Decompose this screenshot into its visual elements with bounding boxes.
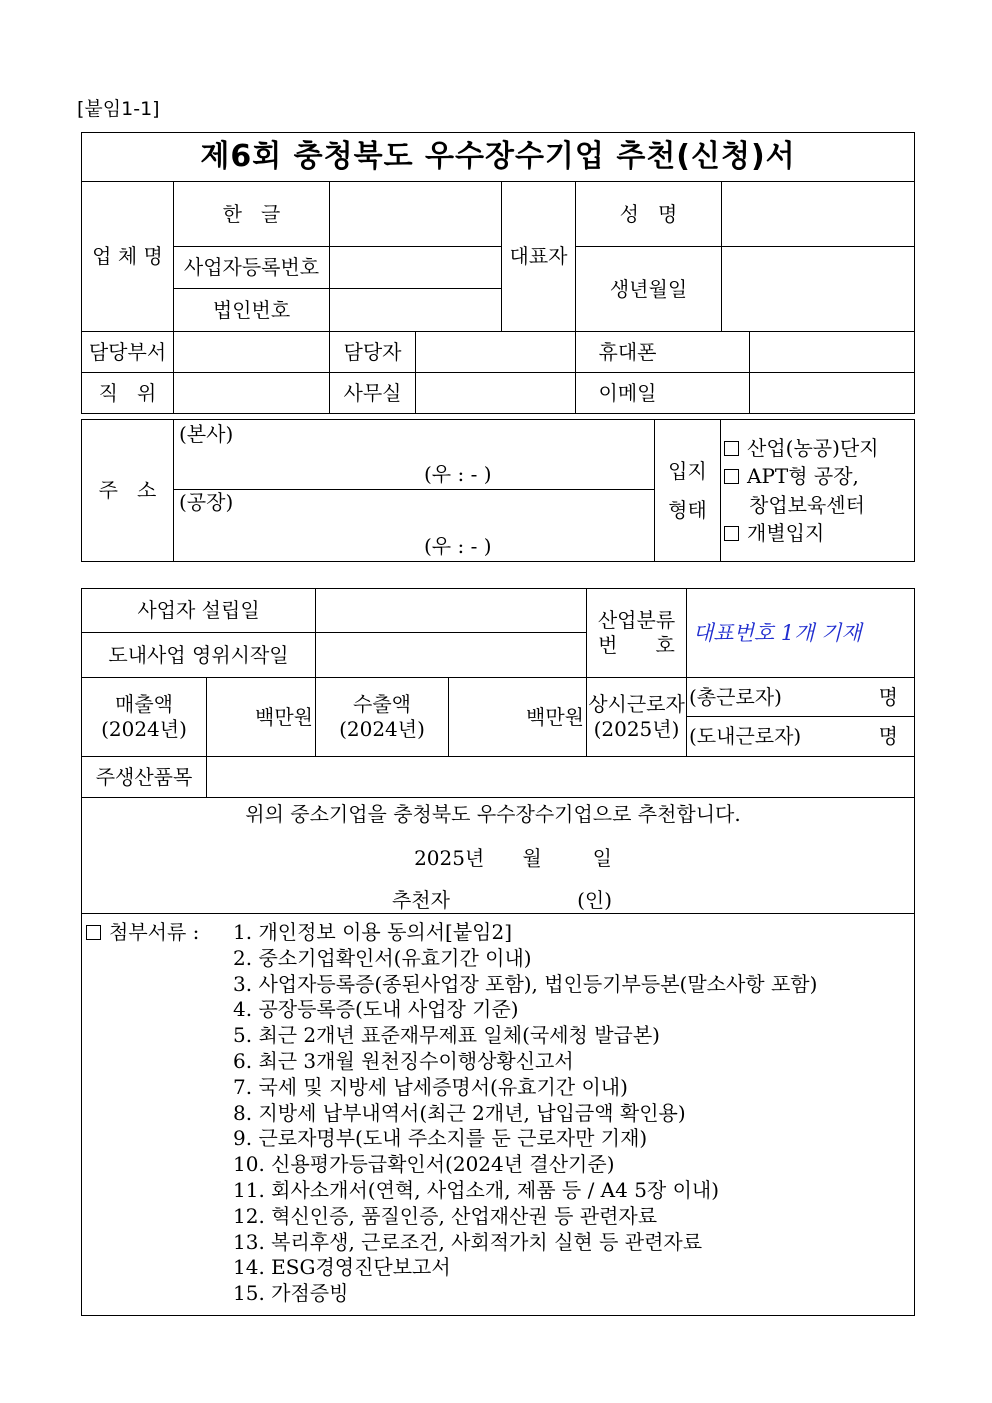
- email-field[interactable]: [750, 373, 915, 414]
- attachment-item: 9. 근로자명부(도내 주소지를 둔 근로자만 기재): [233, 1126, 648, 1151]
- attachment-item: 15. 가점증빙: [233, 1281, 349, 1306]
- address-label: 주 소: [82, 420, 174, 562]
- sales-label-1: 매출액: [115, 692, 173, 716]
- exports-field[interactable]: [449, 678, 587, 757]
- local-start-date-label: 도내사업 영위시작일: [82, 633, 316, 678]
- ceo-name-label: 성 명: [576, 182, 722, 247]
- option-label: 개별입지: [747, 521, 825, 545]
- attachments-header-label: 첨부서류 :: [109, 920, 206, 944]
- recommendation-section: [82, 798, 915, 914]
- person-field[interactable]: [416, 332, 576, 373]
- founding-date-label: 사업자 설립일: [82, 589, 316, 633]
- person-label: 담당자: [330, 332, 416, 373]
- sales-field[interactable]: [207, 678, 316, 757]
- hq-label: (본사): [179, 422, 234, 446]
- industry-code-field[interactable]: 대표번호 1개 기재: [687, 589, 915, 678]
- option-label: 산업(농공)단지: [747, 435, 879, 460]
- biz-reg-no-field[interactable]: [330, 247, 502, 289]
- position-label: 직 위: [82, 373, 174, 414]
- corp-no-label: 법인번호: [174, 289, 330, 332]
- option-industrial-complex[interactable]: [724, 434, 914, 463]
- exports-label: [316, 678, 449, 757]
- ceo-birth-label: 생년월일: [576, 247, 722, 332]
- exports-label-2: (2024년): [339, 717, 425, 741]
- attachment-row: [86, 920, 914, 946]
- factory-address-field[interactable]: [174, 490, 655, 562]
- attachment-item: 6. 최근 3개월 원천징수이행상황신고서: [233, 1048, 574, 1073]
- total-workers-label: (총근로자): [689, 684, 782, 709]
- option-apt-factory[interactable]: [724, 462, 914, 491]
- address-table: [81, 419, 915, 562]
- option-individual[interactable]: [724, 519, 914, 548]
- sales-label-2: (2024년): [101, 717, 187, 741]
- korean-name-field[interactable]: [330, 182, 502, 247]
- ceo-birth-field[interactable]: [722, 247, 915, 332]
- exports-label-1: 수출액: [353, 692, 411, 716]
- main-products-label: 주생산품목: [82, 757, 207, 798]
- main-products-field[interactable]: [207, 757, 915, 798]
- attachment-item: 4. 공장등록증(도내 사업장 기준): [233, 997, 519, 1022]
- checkbox[interactable]: [724, 469, 739, 484]
- attachments-header: [86, 920, 233, 946]
- local-workers-field[interactable]: [687, 717, 915, 757]
- location-type-label-2: 형태: [668, 497, 707, 522]
- email-label: 이메일: [576, 373, 750, 414]
- total-workers-unit: 명: [878, 684, 898, 709]
- option-label: APT형 공장,: [747, 464, 859, 488]
- total-workers-field[interactable]: [687, 678, 915, 717]
- company-info-table: [81, 132, 915, 414]
- korean-name-label: 한 글: [174, 182, 330, 247]
- form-title: 제6회 충청북도 우수장수기업 추천(신청)서: [82, 133, 915, 182]
- local-workers-unit: 명: [878, 724, 898, 748]
- attachment-item: 3. 사업자등록증(종된사업장 포함), 법인등기부등본(말소사항 포함): [233, 971, 818, 996]
- checkbox[interactable]: [724, 441, 739, 456]
- sales-label: [82, 678, 207, 757]
- factory-label: (공장): [179, 490, 234, 514]
- attachment-item: 11. 회사소개서(연혁, 사업소개, 제품 등 / A4 5장 이내): [233, 1177, 720, 1202]
- recommendation-statement: 위의 중소기업을 충청북도 우수장수기업으로 추천합니다.: [245, 802, 741, 826]
- attachment-item: 5. 최근 2개년 표준재무제표 일체(국세청 발급본): [233, 1023, 660, 1048]
- attachment-item: 1. 개인정보 이용 동의서[붙임2]: [233, 920, 513, 944]
- mobile-field[interactable]: [750, 332, 915, 373]
- attachment-item: 2. 중소기업확인서(유효기간 이내): [233, 945, 532, 970]
- location-type-options: [721, 420, 915, 562]
- sales-unit: 백만원: [255, 704, 313, 729]
- recommender-signature[interactable]: 추천자 (인): [391, 888, 613, 912]
- checkbox[interactable]: [724, 526, 739, 541]
- office-label: 사무실: [330, 373, 416, 414]
- hq-address-field[interactable]: [174, 420, 655, 490]
- recommendation-date[interactable]: 2025년 월 일: [414, 846, 612, 870]
- corp-no-field[interactable]: [330, 289, 502, 332]
- attachment-item: 10. 신용평가등급확인서(2024년 결산기준): [233, 1152, 615, 1177]
- founding-date-field[interactable]: [316, 589, 587, 633]
- industry-code-label: [587, 589, 687, 678]
- office-field[interactable]: [416, 373, 576, 414]
- local-start-date-field[interactable]: [316, 633, 587, 678]
- checkbox[interactable]: [86, 925, 101, 940]
- location-type-label: [655, 420, 721, 562]
- business-table: [81, 588, 915, 1316]
- workers-label-2: (2025년): [593, 717, 680, 741]
- location-type-label-1: 입지: [668, 458, 707, 483]
- ceo-label: 대표자: [502, 182, 576, 332]
- workers-label: [587, 678, 687, 757]
- factory-zip: (우 : - ): [424, 534, 492, 558]
- attachment-item: 7. 국세 및 지방세 납세증명서(유효기간 이내): [233, 1074, 628, 1099]
- position-field[interactable]: [174, 373, 330, 414]
- company-name-label: 업 체 명: [82, 182, 174, 332]
- industry-code-label-2: 번 호: [598, 633, 675, 657]
- hq-zip: (우 : - ): [424, 462, 492, 486]
- mobile-label: 휴대폰: [576, 332, 750, 373]
- biz-reg-no-label: 사업자등록번호: [174, 247, 330, 289]
- attachment-item: 13. 복리후생, 근로조건, 사회적가치 실현 등 관련자료: [233, 1229, 703, 1254]
- attachment-reference-tag: [붙임1-1]: [77, 98, 160, 120]
- industry-code-label-1: 산업분류: [597, 608, 676, 632]
- dept-field[interactable]: [174, 332, 330, 373]
- local-workers-label: (도내근로자): [689, 724, 802, 748]
- attachments-section: [82, 914, 915, 1316]
- attachment-item: 14. ESG경영진단보고서: [233, 1255, 451, 1280]
- option-label-cont: 창업보육센터: [749, 492, 865, 517]
- ceo-name-field[interactable]: [722, 182, 915, 247]
- exports-unit: 백만원: [526, 704, 584, 729]
- workers-label-1: 상시근로자: [588, 692, 685, 716]
- dept-label: 담당부서: [82, 332, 174, 373]
- attachment-item: 8. 지방세 납부내역서(최근 2개년, 납입금액 확인용): [233, 1100, 686, 1125]
- attachment-item: 12. 혁신인증, 품질인증, 산업재산권 등 관련자료: [233, 1203, 658, 1228]
